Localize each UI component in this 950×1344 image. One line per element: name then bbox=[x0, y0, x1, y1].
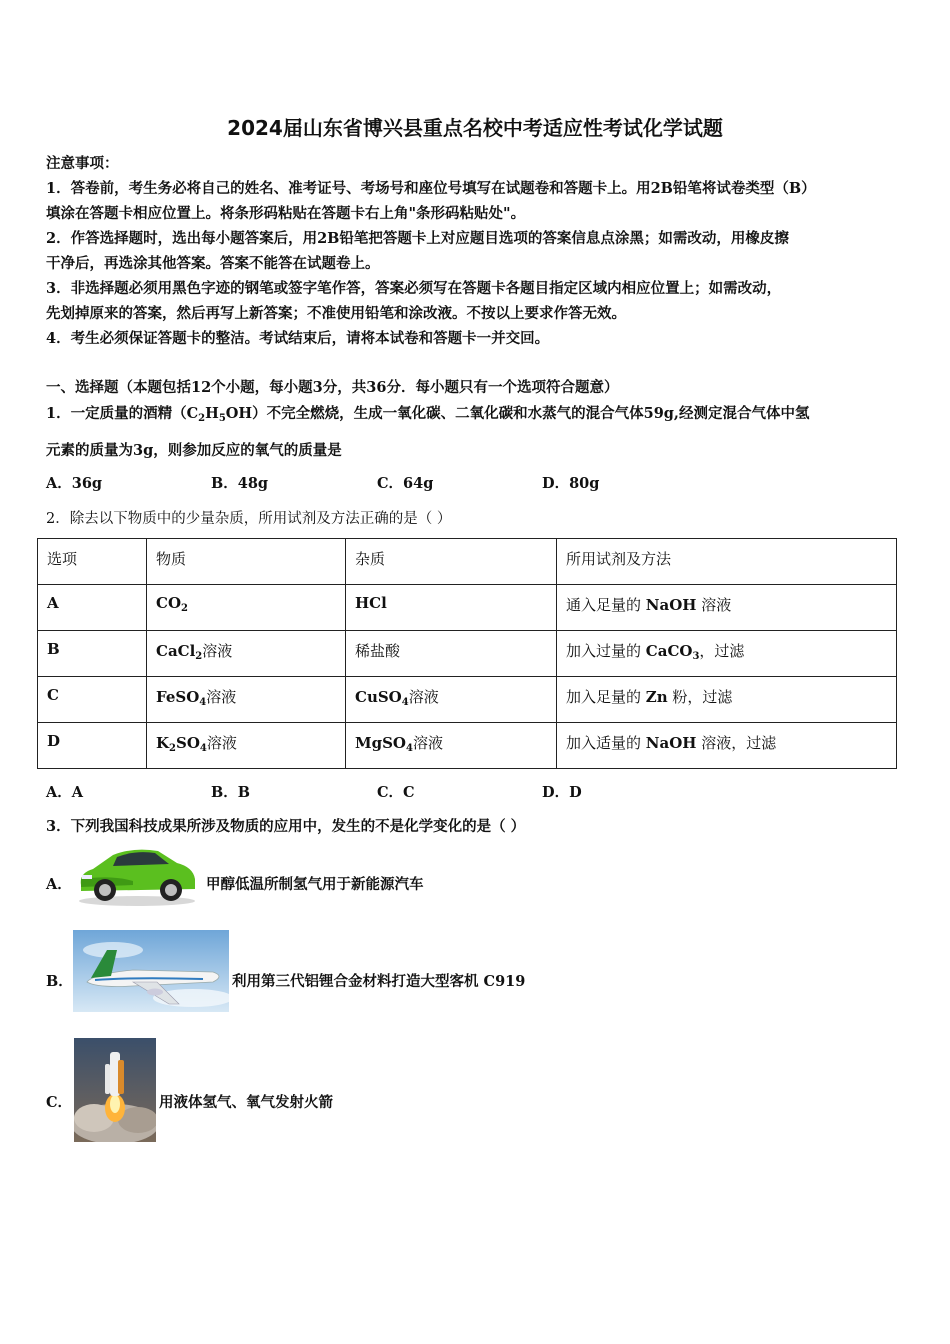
question-1-line-1: 1．一定质量的酒精$(C_2H_5OH)$不完全燃烧，生成一氧化碳、二氧化碳和水蒸气的混合气体59g,经测定混合气体中氢 bbox=[46, 405, 810, 424]
question-1-line-2: 元素的质量为3g，则参加反应的氧气的质量是 bbox=[46, 442, 342, 459]
table-row bbox=[38, 585, 897, 631]
substance-cell: FeSO$_4$溶液 bbox=[147, 677, 346, 723]
option-d[interactable]: D．80g bbox=[542, 475, 600, 492]
option-b-text: 利用第三代铝锂合金材料打造大型客机 C919 bbox=[232, 973, 526, 990]
option-c[interactable]: C．64g bbox=[377, 475, 434, 492]
option-a[interactable]: A．A bbox=[46, 784, 84, 801]
section-heading: 一、选择题（本题包括12个小题，每小题3分，共36分．每小题只有一个选项符合题意） bbox=[46, 379, 619, 396]
option-a-text: 甲醇低温所制氢气用于新能源汽车 bbox=[206, 876, 424, 893]
option-cell: B bbox=[38, 631, 147, 677]
notice-heading: 注意事项： bbox=[46, 155, 119, 172]
header-cell: 选项 bbox=[38, 539, 147, 585]
notice-line: 干净后，再选涂其他答案。答案不能答在试题卷上。 bbox=[46, 255, 380, 272]
method-cell: 加入过量的 CaCO$_3$，过滤 bbox=[557, 631, 897, 677]
notice-line: 填涂在答题卡相应位置上。将条形码粘贴在答题卡右上角"条形码粘贴处"。 bbox=[46, 205, 526, 222]
header-cell: 所用试剂及方法 bbox=[557, 539, 897, 585]
option-c-label[interactable]: C． bbox=[46, 1094, 73, 1111]
option-cell: A bbox=[38, 585, 147, 631]
option-cell: D bbox=[38, 723, 147, 769]
header-cell: 杂质 bbox=[346, 539, 557, 585]
rocket-launch-image bbox=[74, 1038, 156, 1142]
substance-cell: $K_2SO_4$溶液 bbox=[147, 723, 346, 769]
option-a-label[interactable]: A． bbox=[46, 876, 72, 893]
table-row bbox=[38, 677, 897, 723]
impurity-cell: CuSO$_4$溶液 bbox=[346, 677, 557, 723]
method-cell: 加入足量的 Zn 粉，过滤 bbox=[557, 677, 897, 723]
substance-cell: CaCl$_2$溶液 bbox=[147, 631, 346, 677]
table-row bbox=[38, 723, 897, 769]
method-cell: 加入适量的 NaOH 溶液，过滤 bbox=[557, 723, 897, 769]
table-header-row bbox=[38, 539, 897, 585]
method-cell: 通入足量的 NaOH 溶液 bbox=[557, 585, 897, 631]
option-b[interactable]: B．B bbox=[211, 784, 251, 801]
option-d[interactable]: D．D bbox=[542, 784, 582, 801]
option-b-label[interactable]: B． bbox=[46, 973, 73, 990]
notice-line: 4．考生必须保证答题卡的整洁。考试结束后，请将本试卷和答题卡一并交回。 bbox=[46, 330, 550, 347]
question-2-stem: 2．除去以下物质中的少量杂质，所用试剂及方法正确的是（ ） bbox=[46, 511, 452, 527]
airplane-image bbox=[73, 930, 229, 1012]
option-b[interactable]: B．48g bbox=[211, 475, 269, 492]
question-2-table bbox=[37, 538, 897, 769]
notice-line: 2．作答选择题时，选出每小题答案后，用2B铅笔把答题卡上对应题目选项的答案信息点涂黑；如需改动，用橡皮擦 bbox=[46, 230, 789, 247]
option-c-text: 用液体氢气、氧气发射火箭 bbox=[159, 1094, 333, 1111]
impurity-cell: HCl bbox=[346, 585, 557, 631]
table-row bbox=[38, 631, 897, 677]
header-cell: 物质 bbox=[147, 539, 346, 585]
notice-line: 3．非选择题必须用黑色字迹的钢笔或签字笔作答，答案必须写在答题卡各题目指定区域内相应位置上；如需改动， bbox=[46, 280, 782, 297]
impurity-cell: 稀盐酸 bbox=[346, 631, 557, 677]
substance-cell: $CO_2$ bbox=[147, 585, 346, 631]
option-a[interactable]: A．36g bbox=[46, 475, 103, 492]
page-title: 2024届山东省博兴县重点名校中考适应性考试化学试题 bbox=[227, 116, 723, 140]
question-3-stem: 3．下列我国科技成果所涉及物质的应用中，发生的不是化学变化的是（ ） bbox=[46, 818, 526, 835]
notice-line: 先划掉原来的答案，然后再写上新答案；不准使用铅笔和涂改液。不按以上要求作答无效。 bbox=[46, 305, 626, 322]
impurity-cell: MgSO$_4$溶液 bbox=[346, 723, 557, 769]
notice-line: 1．答卷前，考生务必将自己的姓名、准考证号、考场号和座位号填写在试题卷和答题卡上。用2B铅笔将试卷类型（B） bbox=[46, 180, 816, 197]
option-c[interactable]: C．C bbox=[377, 784, 415, 801]
green-car-image bbox=[73, 845, 200, 907]
option-cell: C bbox=[38, 677, 147, 723]
